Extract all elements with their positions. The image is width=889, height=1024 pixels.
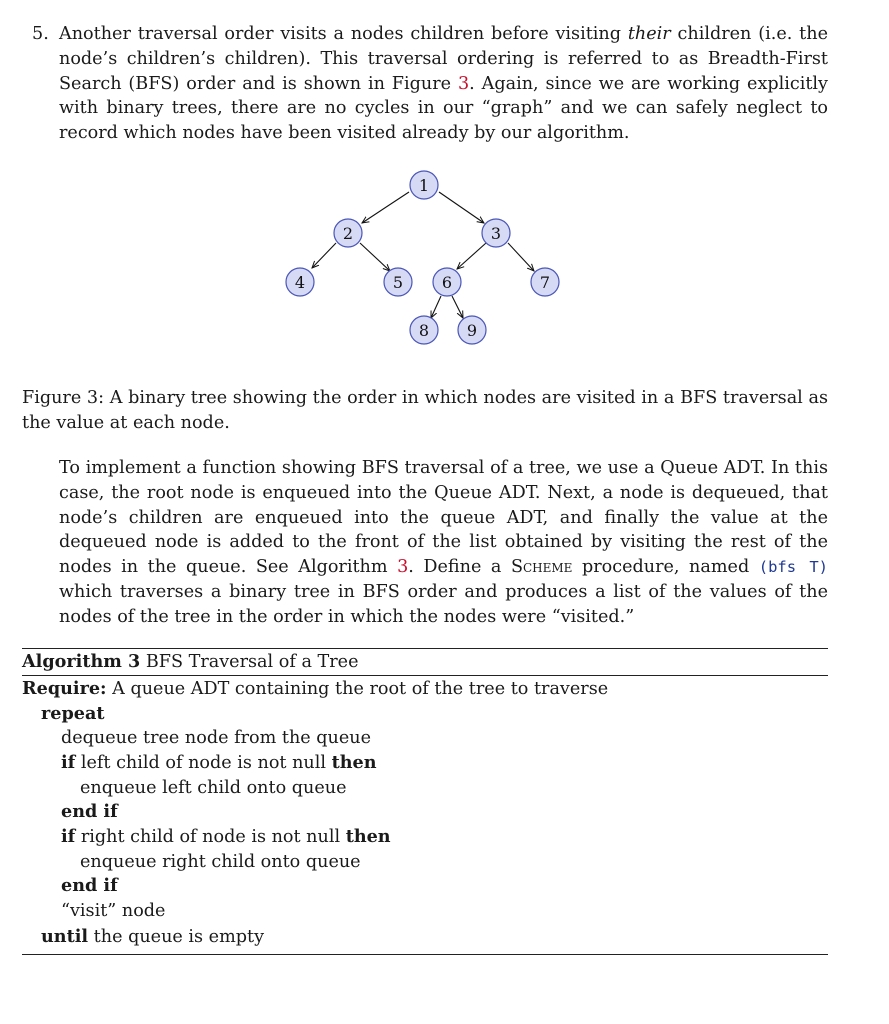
svg-text:4: 4 — [294, 273, 306, 292]
edge-1-3 — [439, 192, 484, 223]
tree-node-6 — [433, 268, 461, 296]
bfs-tree-figure — [0, 165, 889, 365]
algorithm-header-rule — [22, 675, 828, 676]
svg-text:3: 3 — [490, 224, 502, 243]
tree-node-3 — [482, 219, 510, 247]
algorithm-label: Algorithm 3 — [22, 651, 141, 672]
edge-3-7 — [508, 243, 534, 271]
algorithm-repeat: repeat — [41, 703, 105, 724]
svg-text:6: 6 — [441, 273, 453, 292]
algorithm-enqueue-left: enqueue left child onto queue — [80, 778, 347, 798]
algorithm-until: until the queue is empty — [41, 926, 265, 947]
algorithm-bottom-rule — [22, 954, 828, 955]
svg-text:5: 5 — [392, 273, 404, 292]
algorithm-top-rule — [22, 648, 828, 649]
edge-6-8 — [431, 296, 441, 318]
algorithm-dequeue: dequeue tree node from the queue — [61, 728, 372, 748]
edge-3-6 — [457, 243, 486, 269]
edge-2-5 — [360, 243, 390, 271]
problem-number: 5. — [32, 24, 49, 44]
problem-body: Another traversal order visits a nodes children before visiting their children (i.e. the node’s children’s children). This traversal ordering is referred to as Breadth-First Search (BFS) order and is shown in Figure 3. Again, since we are working explicitly with binary trees, there are no cycles in our “graph” and we can safely neglect to record which nodes have been visited already by our algorithm. — [59, 24, 828, 144]
scheme-name: Scheme — [510, 557, 573, 578]
algorithm-if-right: if right child of node is not null then — [61, 826, 391, 847]
figure-reference-link[interactable]: 3 — [457, 73, 470, 94]
svg-text:1: 1 — [418, 176, 430, 195]
algorithm-if-left: if left child of node is not null then — [61, 752, 377, 773]
tree-node-8 — [410, 316, 438, 344]
algorithm-enqueue-right: enqueue right child onto queue — [80, 852, 361, 872]
tree-node-1 — [410, 171, 438, 199]
emphasis-their: their — [627, 24, 671, 44]
bfs-procedure-code: (bfs T) — [758, 558, 829, 577]
tree-node-2 — [334, 219, 362, 247]
algorithm-visit: “visit” node — [61, 901, 166, 921]
tree-node-7 — [531, 268, 559, 296]
algorithm-end-if-right: end if — [61, 875, 118, 896]
algorithm-title: BFS Traversal of a Tree — [145, 652, 359, 672]
edge-6-9 — [452, 296, 463, 318]
svg-text:8: 8 — [418, 321, 430, 340]
edge-1-2 — [362, 192, 409, 223]
tree-node-4 — [286, 268, 314, 296]
algorithm-heading — [22, 650, 359, 674]
edge-2-4 — [312, 243, 336, 268]
figure-caption: Figure 3: A binary tree showing the order in which nodes are visited in a BFS traversal as the value at each node. — [22, 388, 828, 433]
tree-node-9 — [458, 316, 486, 344]
svg-text:9: 9 — [466, 321, 478, 340]
svg-text:2: 2 — [342, 224, 354, 243]
algorithm-reference-link[interactable]: 3 — [397, 557, 409, 578]
algorithm-require: Require: A queue ADT containing the root of the tree to traverse — [22, 678, 609, 699]
algorithm-end-if-left: end if — [61, 801, 118, 822]
tree-node-5 — [384, 268, 412, 296]
problem-5-paragraph — [32, 22, 828, 146]
implementation-paragraph: To implement a function showing BFS traversal of a tree, we use a Queue ADT. In this case, the root node is enqueued into the Queue ADT. Next, a node is dequeued, that node’s children are enqueued into the queue ADT, and finally the value at the dequeued node is added to the front of the list obtained by visiting the rest of the nodes in the queue. See Algorithm 3. Define a Scheme procedure, named (bfs T) which traverses a binary tree in BFS order and produces a list of the values of the nodes of the tree in the order in which the nodes were “visited.” — [59, 458, 829, 627]
svg-text:7: 7 — [539, 273, 551, 292]
